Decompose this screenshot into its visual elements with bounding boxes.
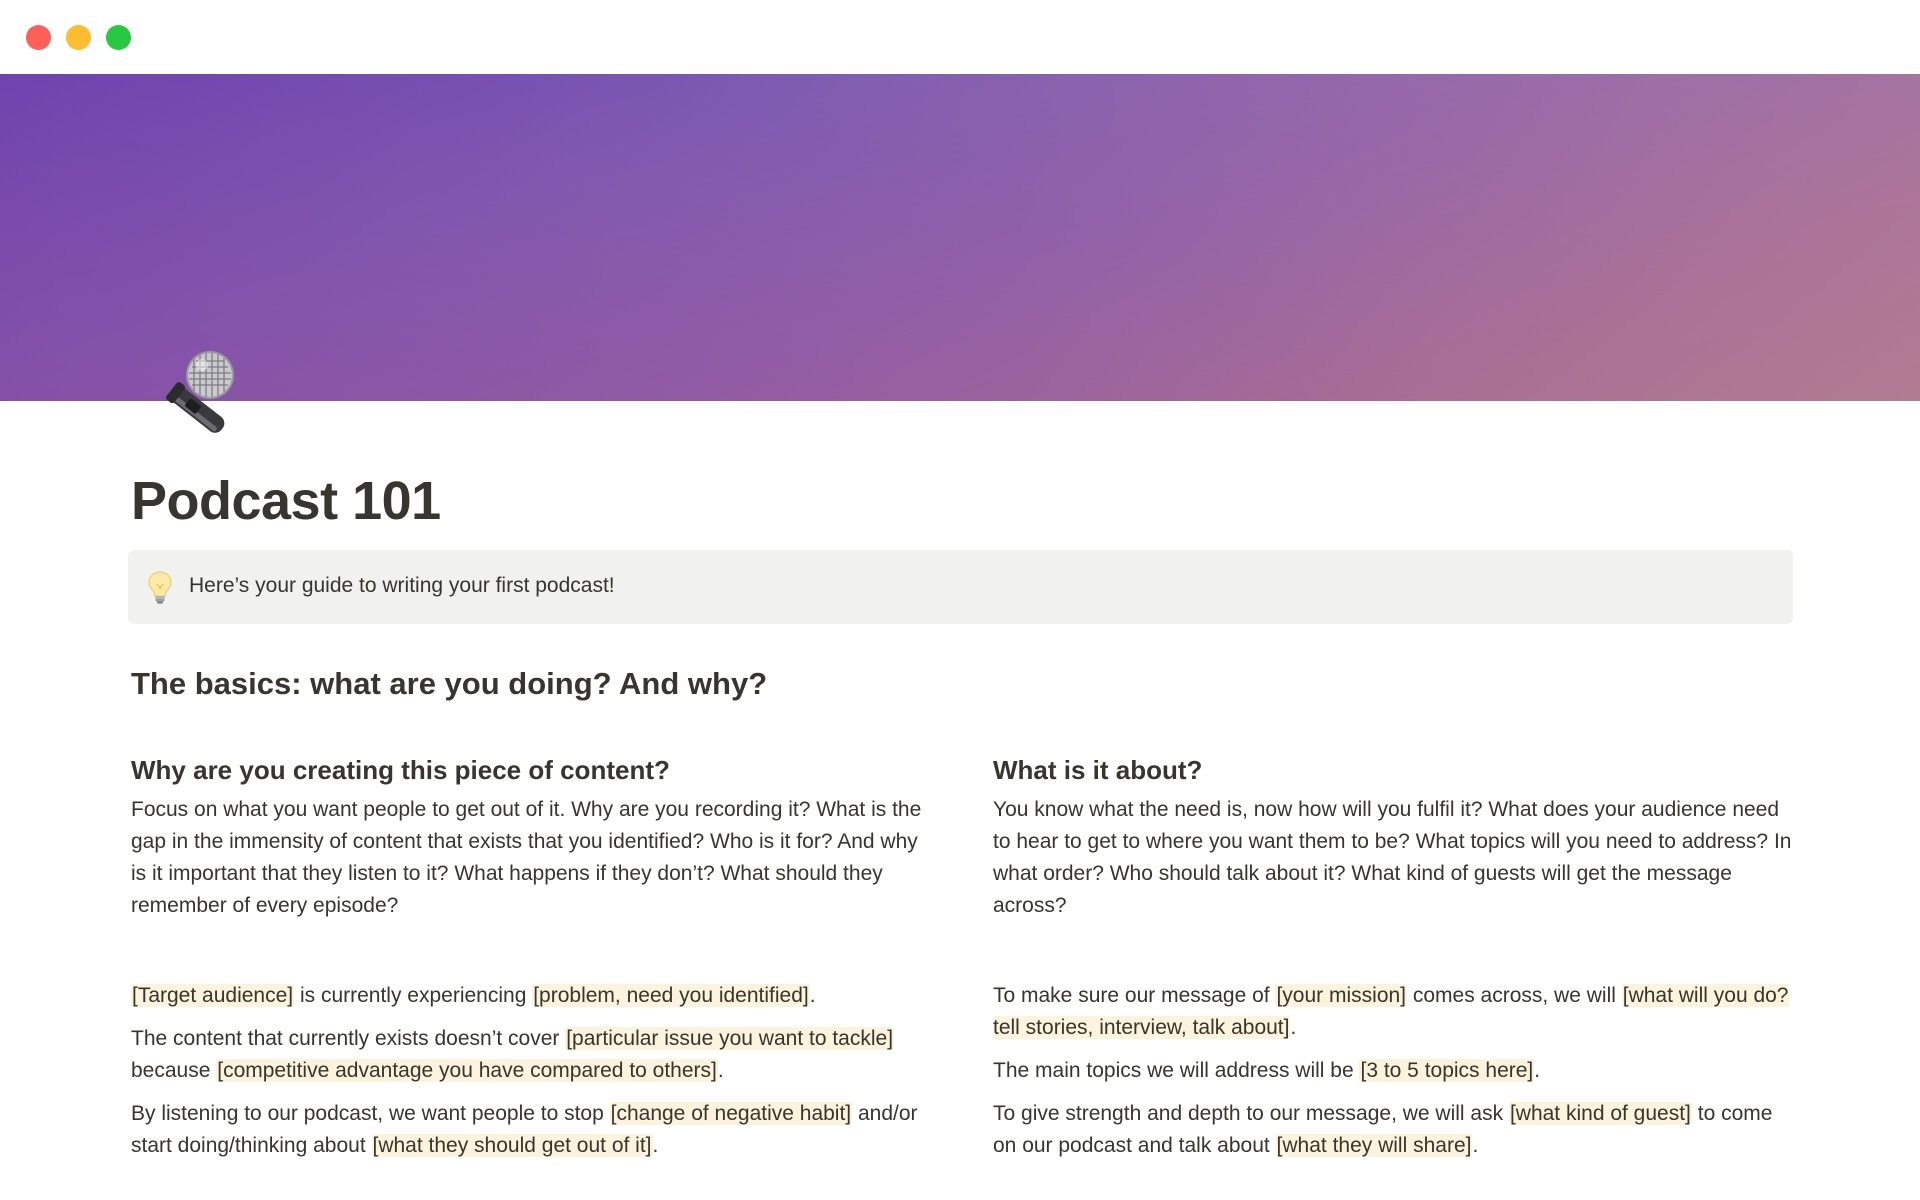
cover-gradient-overlay	[0, 74, 1920, 401]
placeholder-highlight: [competitive advantage you have compared to others]	[217, 1059, 717, 1082]
callout-block[interactable]	[128, 550, 1793, 624]
sentence-text: .	[1534, 1059, 1541, 1082]
left-column-heading[interactable]: Why are you creating this piece of content?	[131, 755, 670, 785]
left-column	[131, 752, 931, 1173]
placeholder-highlight: [what they should get out of it]	[372, 1134, 652, 1157]
page-cover-image[interactable]	[0, 74, 1920, 401]
sentence-text: because	[131, 1059, 217, 1082]
placeholder-highlight: [change of negative habit]	[610, 1102, 852, 1125]
window-titlebar	[0, 0, 1920, 74]
right-column-paragraph[interactable]: You know what the need is, now how will you fulfil it? What does your audience need to hear to get to where you want them to be? What topics will you need to address? In what order? Who should talk about it? What kind of guests will get the message across?	[993, 798, 1792, 917]
page-title[interactable]: Podcast 101	[131, 471, 441, 531]
sentence-text: .	[717, 1059, 724, 1082]
sentence-text: To give strength and depth to our message, we will ask	[993, 1102, 1509, 1125]
placeholder-highlight: [what will you do? tell stories, interview, talk about]	[993, 984, 1789, 1039]
sentence-text: To make sure our message of	[993, 984, 1276, 1007]
sentence-text: .	[652, 1134, 659, 1157]
fill-in-sentence[interactable]	[131, 980, 931, 1012]
section-heading[interactable]: The basics: what are you doing? And why?	[131, 666, 768, 701]
placeholder-highlight: [Target audience]	[132, 984, 294, 1007]
minimize-window-button[interactable]	[66, 25, 91, 50]
placeholder-highlight: [3 to 5 topics here]	[1360, 1059, 1534, 1082]
right-fill-in-block	[993, 980, 1793, 1162]
sentence-text: and/or start doing/thinking about	[131, 1102, 918, 1157]
callout-text[interactable]: Here’s your guide to writing your first podcast!	[189, 574, 615, 597]
left-column-paragraph[interactable]: Focus on what you want people to get out of it. Why are you recording it? What is the gap in the immensity of content that exists that you identified? Who is it for? And why is it important that they listen to it? What happens if they don’t? What should they remember of every episode?	[131, 798, 922, 917]
placeholder-highlight: [your mission]	[1276, 984, 1407, 1007]
placeholder-highlight: [particular issue you want to tackle]	[566, 1027, 894, 1050]
placeholder-highlight: [what kind of guest]	[1509, 1102, 1691, 1125]
sentence-text: The content that currently exists doesn’t cover	[131, 1027, 566, 1050]
fill-in-sentence[interactable]	[993, 980, 1793, 1044]
sentence-text: The main topics we will address will be	[993, 1059, 1360, 1082]
sentence-text: to come on our podcast and talk about	[993, 1102, 1773, 1157]
right-column-heading[interactable]: What is it about?	[993, 755, 1203, 785]
fill-in-sentence[interactable]	[993, 1098, 1793, 1162]
fill-in-sentence[interactable]	[993, 1055, 1793, 1087]
fill-in-sentence[interactable]	[131, 1023, 931, 1087]
close-window-button[interactable]	[26, 25, 51, 50]
sentence-text: .	[809, 984, 816, 1007]
sentence-text: is currently experiencing	[294, 984, 533, 1007]
sentence-text: By listening to our podcast, we want people to stop	[131, 1102, 610, 1125]
maximize-window-button[interactable]	[106, 25, 131, 50]
placeholder-highlight: [what they will share]	[1276, 1134, 1472, 1157]
light-bulb-icon[interactable]	[147, 570, 173, 604]
microphone-icon[interactable]	[130, 345, 240, 455]
sentence-text: comes across, we will	[1407, 984, 1622, 1007]
sentence-text: .	[1472, 1134, 1479, 1157]
placeholder-highlight: [problem, need you identified]	[533, 984, 809, 1007]
right-column	[993, 752, 1793, 1173]
fill-in-sentence[interactable]	[131, 1098, 931, 1162]
sentence-text: .	[1290, 1016, 1297, 1039]
left-fill-in-block	[131, 980, 931, 1162]
